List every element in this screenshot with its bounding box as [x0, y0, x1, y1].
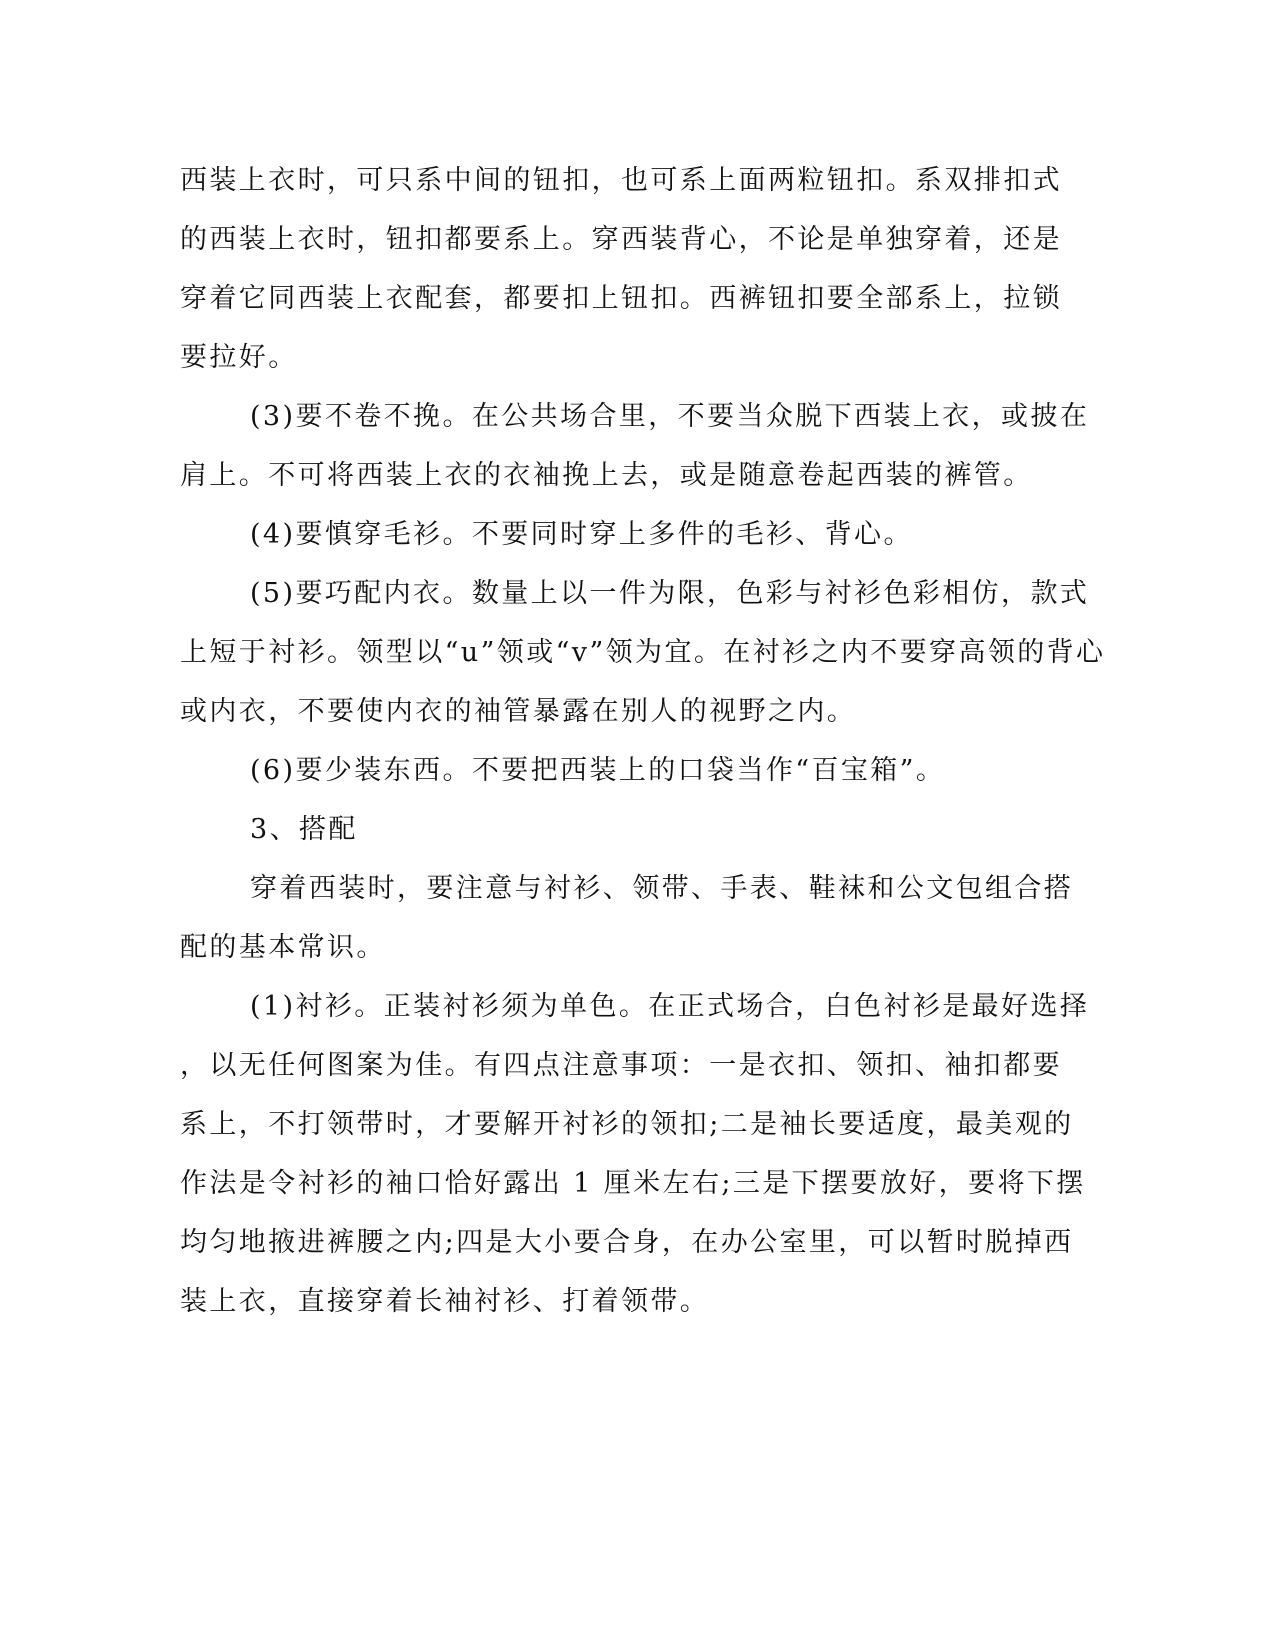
text-line: 肩上。不可将西装上衣的衣袖挽上去，或是随意卷起西装的裤管。: [180, 460, 1033, 491]
text-line: 均匀地掖进裤腰之内;四是大小要合身，在办公室里，可以暂时脱掉西: [180, 1227, 1074, 1258]
text-line: 作法是令衬衫的袖口恰好露出 1 厘米左右;三是下摆要放好，要将下摆: [180, 1168, 1086, 1199]
text-line: 系上，不打领带时，才要解开衬衫的领扣;二是袖长要适度，最美观的: [180, 1109, 1074, 1140]
paragraph-item-3: (3)要不卷不挽。在公共场合里，不要当众脱下西装上衣，或披在: [250, 401, 1090, 432]
paragraph-item-5: (5)要巧配内衣。数量上以一件为限，色彩与衬衫色彩相仿，款式: [250, 578, 1090, 609]
text-line: ，以无任何图案为佳。有四点注意事项：一是衣扣、领扣、袖扣都要: [180, 1050, 1062, 1081]
text-line: 穿着它同西装上衣配套，都要扣上钮扣。西裤钮扣要全部系上，拉锁: [180, 283, 1062, 314]
section-heading-3: 3、搭配: [250, 814, 358, 845]
text-line: 装上衣，直接穿着长袖衬衫、打着领带。: [180, 1286, 710, 1317]
paragraph-item-6: (6)要少装东西。不要把西装上的口袋当作“百宝箱”。: [250, 755, 946, 786]
text-line: 要拉好。: [180, 342, 298, 373]
paragraph-item-1-shirt: (1)衬衫。正装衬衫须为单色。在正式场合，白色衬衫是最好选择: [250, 991, 1090, 1022]
text-line: 上短于衬衫。领型以“u”领或“v”领为宜。在衬衫之内不要穿高领的背心: [180, 637, 1106, 668]
text-line: 配的基本常识。: [180, 932, 386, 963]
paragraph-matching: 穿着西装时，要注意与衬衫、领带、手表、鞋袜和公文包组合搭: [250, 873, 1074, 904]
text-line: 或内衣，不要使内衣的袖管暴露在别人的视野之内。: [180, 696, 857, 727]
paragraph-item-4: (4)要慎穿毛衫。不要同时穿上多件的毛衫、背心。: [250, 519, 913, 550]
text-line: 的西装上衣时，钮扣都要系上。穿西装背心，不论是单独穿着，还是: [180, 224, 1062, 255]
text-line: 西装上衣时，可只系中间的钮扣，也可系上面两粒钮扣。系双排扣式: [180, 165, 1062, 196]
